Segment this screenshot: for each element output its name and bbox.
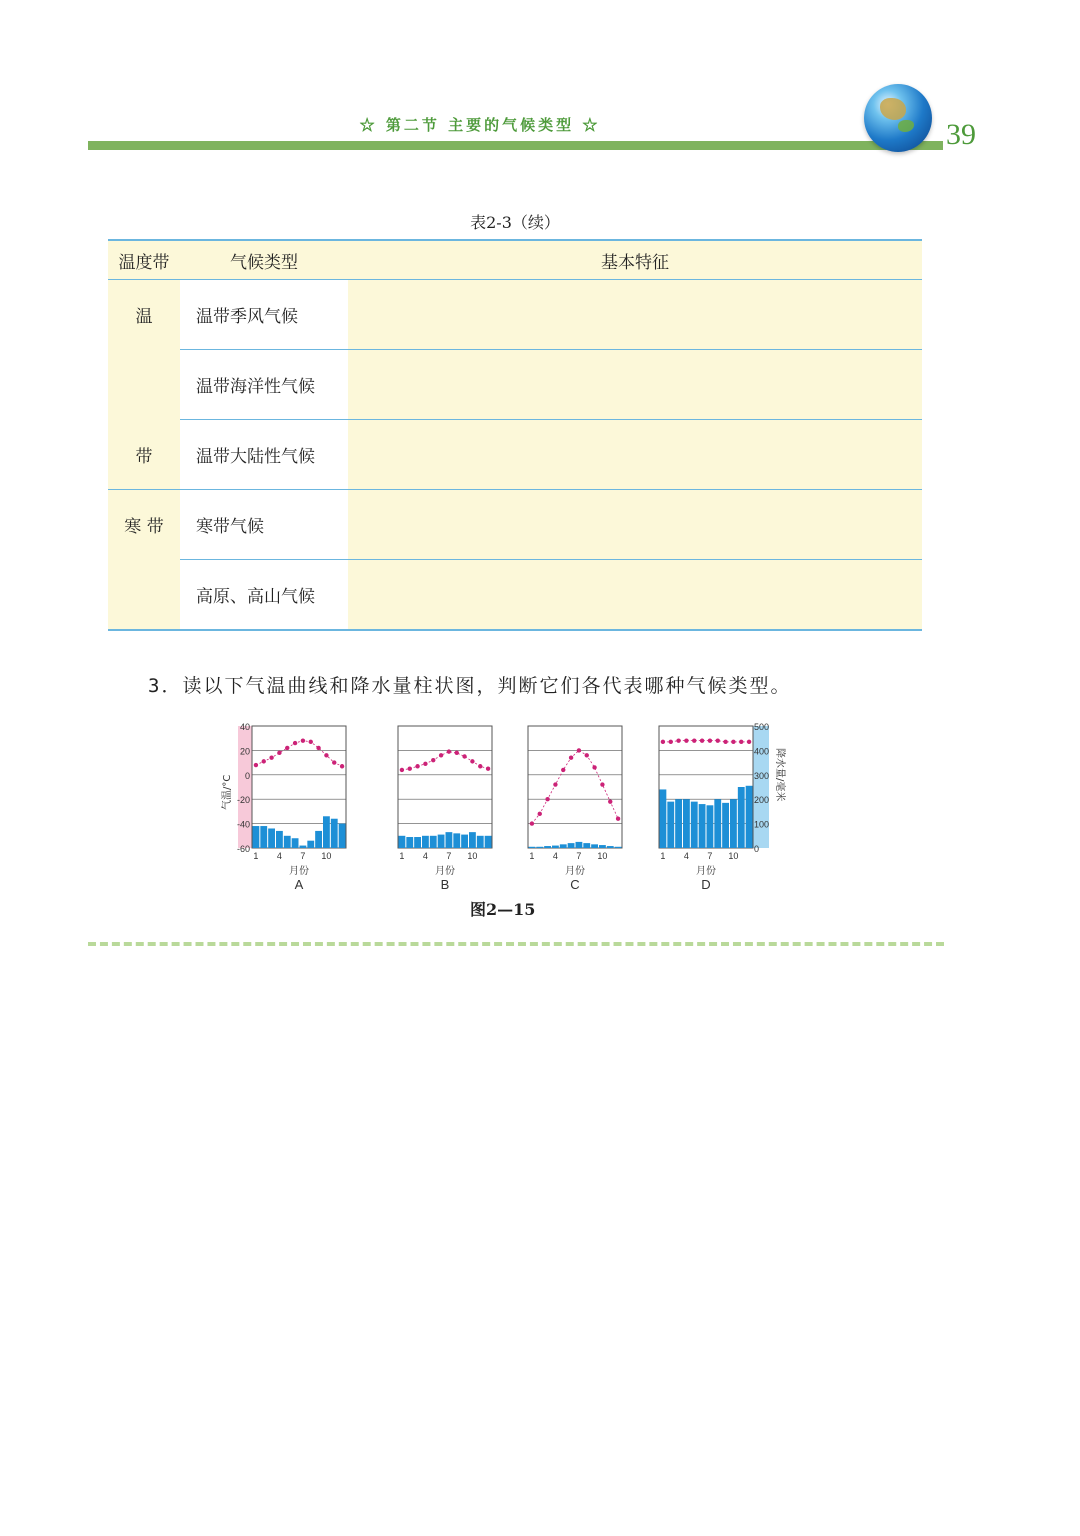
- header-basic-features: 基本特征: [348, 240, 922, 280]
- precipitation-bar: [722, 803, 729, 848]
- precipitation-bar: [461, 835, 468, 848]
- temperature-point: [661, 740, 665, 744]
- month-tick-label: 1: [399, 851, 405, 861]
- temperature-point: [447, 749, 451, 753]
- precipitation-tick-label: 100: [754, 819, 770, 830]
- temperature-point: [731, 740, 735, 744]
- precipitation-axis-label: 降水量/毫米: [774, 748, 785, 802]
- temperature-point: [400, 768, 404, 772]
- precipitation-bar: [399, 836, 406, 848]
- temperature-tick-label: 0: [244, 770, 250, 781]
- page-number: 39: [946, 118, 976, 151]
- header-temperature-zone: 温度带: [108, 240, 180, 280]
- temperature-tick-label: 40: [239, 722, 250, 732]
- temperature-point: [340, 764, 344, 768]
- temperature-point: [616, 817, 620, 821]
- dashed-divider: [88, 942, 944, 946]
- temperature-point: [431, 758, 435, 762]
- precipitation-bar: [446, 832, 453, 848]
- temperature-tick-label: -40: [236, 819, 250, 830]
- precipitation-bar: [253, 826, 260, 848]
- table-caption: 表2-3（续）: [470, 213, 560, 232]
- table-header-row: [108, 240, 922, 280]
- month-tick-label: 10: [597, 851, 608, 861]
- precipitation-bar: [292, 838, 299, 848]
- precipitation-bar: [714, 799, 721, 848]
- zone-cell: 寒 带: [108, 490, 180, 560]
- table-row: [108, 350, 922, 420]
- month-tick-label: 4: [683, 851, 689, 861]
- precipitation-bar: [746, 786, 753, 848]
- month-axis-label: 月份: [289, 866, 309, 877]
- climate-type-cell: 温带大陆性气候: [180, 420, 348, 490]
- precipitation-bar: [560, 844, 567, 848]
- zone-cell: [108, 350, 180, 420]
- table-row: [108, 560, 922, 631]
- temperature-point: [747, 740, 751, 744]
- climate-type-cell: 温带季风气候: [180, 280, 348, 350]
- temperature-point: [324, 753, 328, 757]
- temperature-point: [478, 764, 482, 768]
- precipitation-bar: [323, 816, 330, 848]
- temperature-tick-label: 20: [239, 746, 250, 757]
- feature-cell[interactable]: [348, 280, 922, 350]
- precipitation-bar: [453, 833, 460, 848]
- precipitation-bar: [339, 824, 346, 848]
- precipitation-bar: [738, 787, 745, 848]
- precipitation-bar: [675, 799, 682, 848]
- month-tick-label: 4: [552, 851, 558, 861]
- precipitation-bar: [430, 836, 437, 848]
- temperature-point: [676, 738, 680, 742]
- temperature-point: [332, 760, 336, 764]
- month-tick-label: 10: [467, 851, 478, 861]
- temperature-axis-band: [238, 726, 252, 848]
- temperature-point: [553, 782, 557, 786]
- month-tick-label: 7: [707, 851, 713, 861]
- precipitation-bar: [284, 836, 291, 848]
- zone-cell: [108, 560, 180, 631]
- month-tick-label: 4: [276, 851, 282, 861]
- precipitation-tick-label: 400: [754, 746, 770, 757]
- temperature-point: [262, 759, 266, 763]
- precipitation-bar: [477, 836, 484, 848]
- zone-cell: 带: [108, 420, 180, 490]
- temperature-axis-label: 气温/°C: [222, 774, 233, 810]
- temperature-point: [423, 762, 427, 766]
- precipitation-axis-band: [753, 726, 769, 848]
- question-text: 3．读以下气温曲线和降水量柱状图，判断它们各代表哪种气候类型。: [148, 675, 792, 697]
- temperature-point: [723, 740, 727, 744]
- precipitation-bar: [615, 847, 622, 848]
- temperature-point: [254, 763, 258, 767]
- precipitation-bar: [599, 845, 606, 848]
- table-row: [108, 420, 922, 490]
- chart-label: D: [701, 877, 711, 892]
- month-tick-label: 4: [422, 851, 428, 861]
- temperature-point: [739, 740, 743, 744]
- climate-charts-figure: [222, 718, 786, 896]
- climate-type-cell: 温带海洋性气候: [180, 350, 348, 420]
- precipitation-bar: [576, 842, 583, 848]
- precipitation-bar: [469, 832, 476, 848]
- chart-label: C: [570, 877, 580, 892]
- temperature-point: [486, 767, 490, 771]
- precipitation-bar: [707, 805, 714, 848]
- precipitation-bar: [583, 843, 590, 848]
- temperature-point: [277, 751, 281, 755]
- precipitation-bar: [406, 837, 413, 848]
- header-climate-type: 气候类型: [180, 240, 348, 280]
- temperature-point: [439, 753, 443, 757]
- month-tick-label: 10: [321, 851, 332, 861]
- precipitation-bar: [591, 844, 598, 848]
- temperature-tick-label: -20: [236, 795, 250, 806]
- precipitation-bar: [683, 799, 690, 848]
- feature-cell[interactable]: [348, 490, 922, 560]
- feature-cell[interactable]: [348, 560, 922, 631]
- temperature-point: [470, 759, 474, 763]
- month-tick-label: 7: [300, 851, 306, 861]
- temperature-point: [569, 756, 573, 760]
- temperature-point: [585, 753, 589, 757]
- month-axis-label: 月份: [696, 866, 716, 877]
- precipitation-tick-label: 300: [754, 770, 770, 781]
- temperature-point: [561, 768, 565, 772]
- precipitation-bar: [276, 831, 283, 848]
- temperature-point: [708, 738, 712, 742]
- month-tick-label: 7: [446, 851, 452, 861]
- temperature-point: [301, 738, 305, 742]
- temperature-point: [608, 799, 612, 803]
- temperature-point: [415, 764, 419, 768]
- figure-caption: 图2—15: [470, 900, 536, 919]
- table-row: [108, 280, 922, 350]
- chart-frame: [528, 726, 622, 848]
- zone-cell: 温: [108, 280, 180, 350]
- temperature-point: [669, 740, 673, 744]
- temperature-point: [408, 767, 412, 771]
- month-tick-label: 1: [660, 851, 666, 861]
- precipitation-bar: [315, 831, 322, 848]
- temperature-point: [592, 765, 596, 769]
- precipitation-bar: [568, 843, 575, 848]
- globe-icon: [864, 84, 932, 152]
- chart-frame: [398, 726, 492, 848]
- month-tick-label: 10: [728, 851, 739, 861]
- precipitation-bar: [691, 802, 698, 848]
- temperature-point: [600, 782, 604, 786]
- temperature-point: [692, 738, 696, 742]
- precipitation-bar: [660, 789, 667, 848]
- chart-label: A: [294, 877, 304, 892]
- precipitation-tick-label: 200: [754, 795, 770, 806]
- temperature-point: [577, 748, 581, 752]
- month-axis-label: 月份: [565, 866, 585, 877]
- precipitation-bar: [331, 819, 338, 848]
- temperature-point: [700, 738, 704, 742]
- climate-table: [108, 239, 922, 631]
- precipitation-bar: [268, 828, 275, 848]
- precipitation-bar: [667, 802, 674, 848]
- month-tick-label: 1: [253, 851, 259, 861]
- month-tick-label: 1: [529, 851, 535, 861]
- temperature-point: [538, 812, 542, 816]
- climate-type-cell: 寒带气候: [180, 490, 348, 560]
- temperature-point: [455, 751, 459, 755]
- precipitation-bar: [607, 846, 614, 848]
- precipitation-bar: [307, 841, 314, 848]
- temperature-point: [530, 821, 534, 825]
- precipitation-bar: [730, 799, 737, 848]
- precipitation-bar: [485, 836, 492, 848]
- section-title: ☆ 第二节 主要的气候类型 ☆: [359, 116, 601, 134]
- feature-cell[interactable]: [348, 350, 922, 420]
- table-row: [108, 490, 922, 560]
- precipitation-bar: [414, 837, 421, 848]
- precipitation-bar: [552, 846, 559, 848]
- temperature-point: [684, 738, 688, 742]
- precipitation-bar: [260, 826, 267, 848]
- precipitation-bar: [536, 847, 543, 848]
- precipitation-bar: [300, 846, 307, 848]
- climate-type-cell: 高原、高山气候: [180, 560, 348, 631]
- temperature-point: [316, 746, 320, 750]
- precipitation-bar: [438, 835, 445, 848]
- temperature-point: [269, 756, 273, 760]
- temperature-curve: [402, 752, 488, 770]
- temperature-curve: [256, 741, 342, 767]
- temperature-point: [545, 797, 549, 801]
- precipitation-bar: [422, 836, 429, 848]
- temperature-point: [462, 754, 466, 758]
- temperature-curve: [532, 750, 618, 823]
- temperature-point: [285, 746, 289, 750]
- precipitation-bar: [544, 846, 551, 848]
- precipitation-tick-label: 500: [754, 722, 770, 732]
- temperature-point: [716, 738, 720, 742]
- precipitation-bar: [529, 847, 536, 848]
- temperature-tick-label: -60: [236, 844, 250, 854]
- header-bar: [88, 141, 943, 150]
- precipitation-bar: [699, 804, 706, 848]
- temperature-point: [309, 740, 313, 744]
- month-tick-label: 7: [576, 851, 582, 861]
- precipitation-tick-label: 0: [754, 844, 760, 854]
- temperature-curve: [663, 741, 749, 742]
- feature-cell[interactable]: [348, 420, 922, 490]
- month-axis-label: 月份: [435, 866, 455, 877]
- chart-label: B: [440, 877, 450, 892]
- temperature-point: [293, 741, 297, 745]
